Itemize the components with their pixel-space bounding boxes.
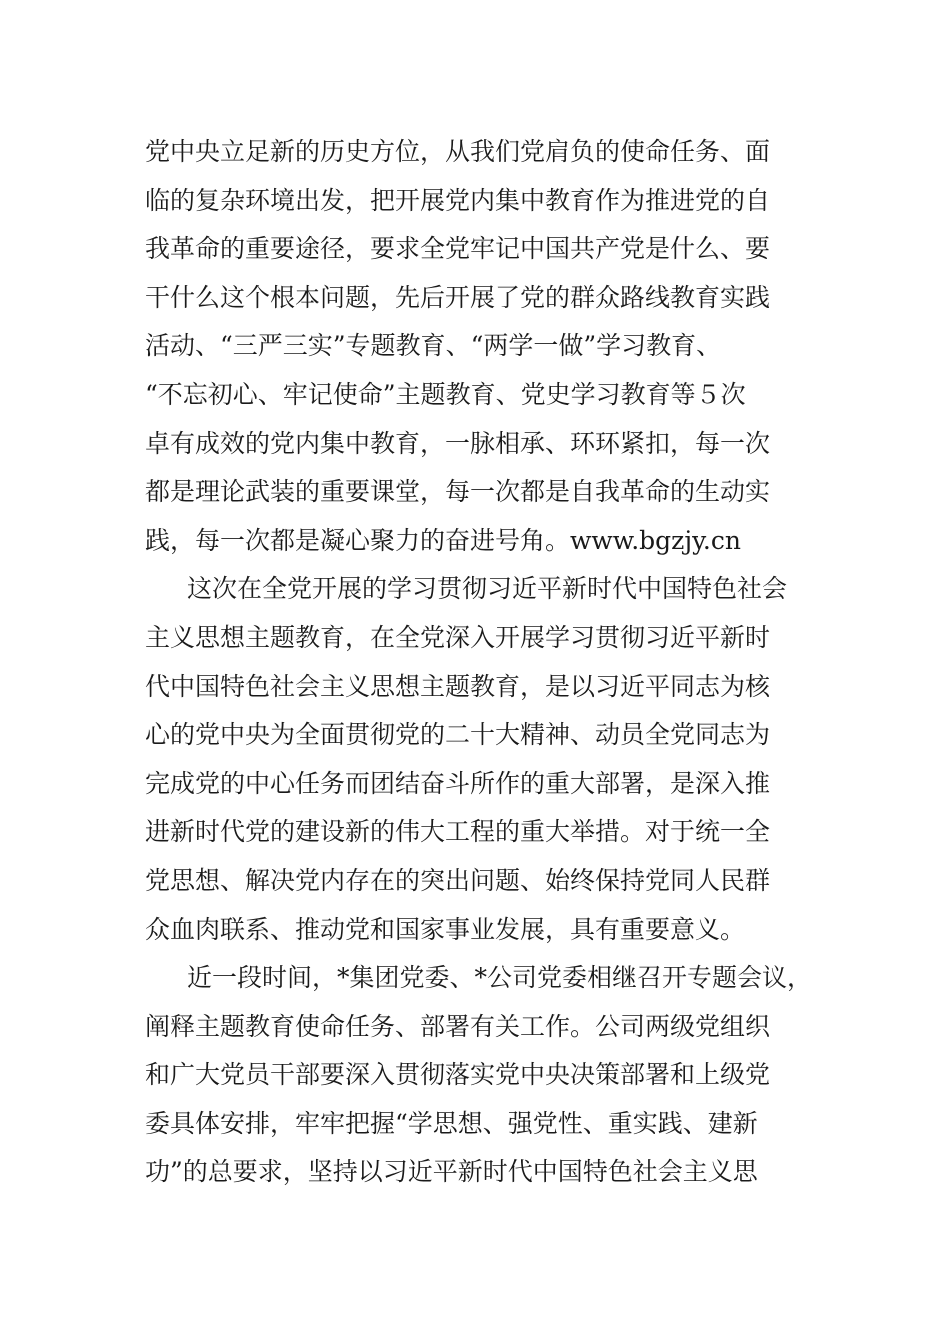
paragraph-3 bbox=[145, 954, 815, 1197]
paragraph-line: 践，每一次都是凝心聚力的奋进号角。www.bgzjy.cn bbox=[145, 525, 741, 555]
paragraph-line: 党思想、解决党内存在的突出问题、始终保持党同人民群 bbox=[145, 865, 771, 895]
paragraph-1 bbox=[145, 128, 815, 565]
paragraph-line: 完成党的中心任务而团结奋斗所作的重大部署，是深入推 bbox=[145, 768, 771, 798]
paragraph-line: 我革命的重要途径，要求全党牢记中国共产党是什么、要 bbox=[145, 234, 771, 264]
paragraph-line: 心的党中央为全面贯彻党的二十大精神、动员全党同志为 bbox=[145, 720, 771, 750]
paragraph-line: 近一段时间，*集团党委、*公司党委相继召开专题会议， bbox=[187, 963, 813, 993]
paragraph-line: 这次在全党开展的学习贯彻习近平新时代中国特色社会 bbox=[187, 574, 788, 604]
paragraph-line: 功”的总要求，坚持以习近平新时代中国特色社会主义思 bbox=[145, 1157, 758, 1187]
paragraph-line: “不忘初心、牢记使命”主题教育、党史学习教育等５次 bbox=[145, 379, 746, 409]
paragraph-line: 党中央立足新的历史方位，从我们党肩负的使命任务、面 bbox=[145, 137, 771, 166]
paragraph-line: 都是理论武装的重要课堂，每一次都是自我革命的生动实 bbox=[145, 477, 771, 507]
document-body bbox=[145, 128, 815, 1197]
paragraph-line: 和广大党员干部要深入贯彻落实党中央决策部署和上级党 bbox=[145, 1060, 771, 1090]
paragraph-line: 代中国特色社会主义思想主题教育，是以习近平同志为核 bbox=[145, 671, 771, 701]
paragraph-line: 卓有成效的党内集中教育，一脉相承、环环紧扣，每一次 bbox=[145, 428, 771, 458]
paragraph-2 bbox=[145, 565, 815, 954]
paragraph-line: 众血肉联系、推动党和国家事业发展，具有重要意义。 bbox=[145, 914, 746, 944]
paragraph-line: 阐释主题教育使命任务、部署有关工作。公司两级党组织 bbox=[145, 1011, 771, 1041]
paragraph-line: 干什么这个根本问题，先后开展了党的群众路线教育实践 bbox=[145, 282, 771, 312]
paragraph-line: 进新时代党的建设新的伟大工程的重大举措。对于统一全 bbox=[145, 817, 771, 847]
paragraph-line: 委具体安排，牢牢把握“学思想、强党性、重实践、建新 bbox=[145, 1108, 758, 1138]
paragraph-line: 活动、“三严三实”专题教育、“两学一做”学习教育、 bbox=[145, 331, 722, 361]
paragraph-line: 主义思想主题教育，在全党深入开展学习贯彻习近平新时 bbox=[145, 622, 771, 652]
paragraph-line: 临的复杂环境出发，把开展党内集中教育作为推进党的自 bbox=[145, 185, 771, 215]
